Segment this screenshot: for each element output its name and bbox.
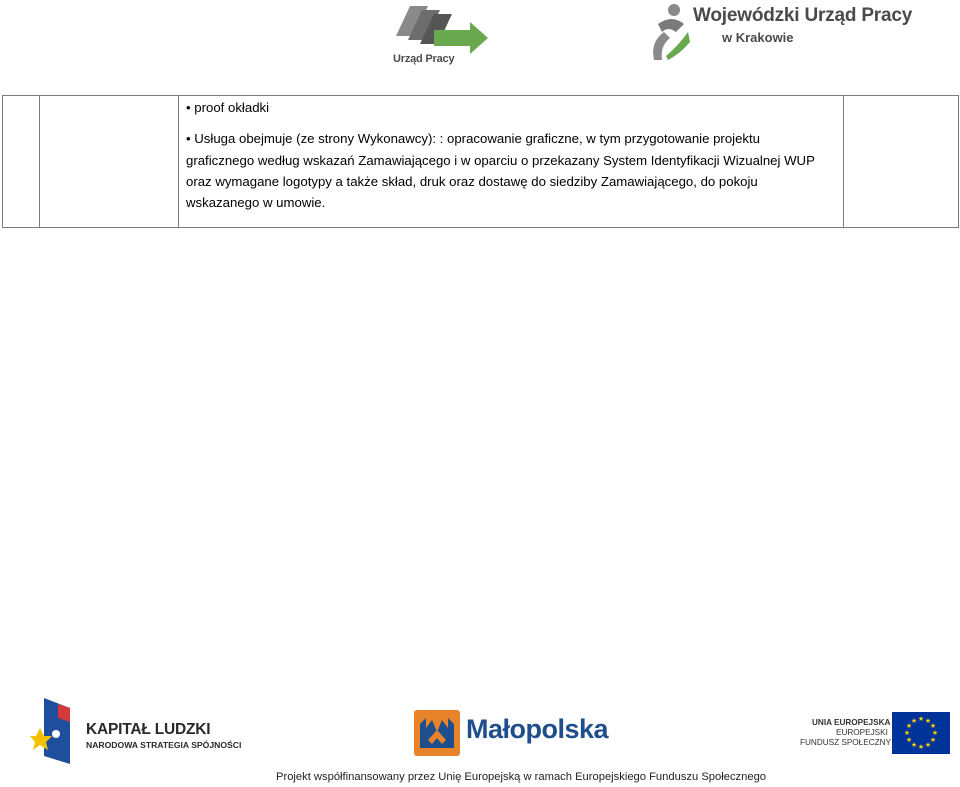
table-cell-item <box>40 96 179 228</box>
malopolska-title: Małopolska <box>466 714 609 744</box>
svg-text:★: ★ <box>905 722 913 730</box>
svg-text:★: ★ <box>931 729 939 737</box>
wup-figure-icon <box>644 2 692 62</box>
svg-text:★: ★ <box>924 717 932 725</box>
bullet-proof-okladki: • proof okładki <box>186 100 270 115</box>
eu-flag-icon <box>892 712 950 754</box>
urzad-pracy-logo <box>390 4 490 66</box>
description-line: graficznego według wskazań Zamawiającego i w oparciu o przekazany System Identyfikacji Wizualnej WUP <box>186 152 815 168</box>
svg-text:★: ★ <box>929 736 937 744</box>
kapital-ludzki-icon <box>30 698 76 766</box>
specification-table <box>2 95 959 228</box>
eu-line-1: UNIA EUROPEJSKA <box>812 718 891 727</box>
svg-text:★: ★ <box>929 722 937 730</box>
eu-line-3: FUNDUSZ SPOŁECZNY <box>800 738 891 747</box>
kapital-ludzki-subtitle: NARODOWA STRATEGIA SPÓJNOŚCI <box>86 740 242 750</box>
eu-line-2: EUROPEJSKI <box>836 728 888 737</box>
svg-text:★: ★ <box>910 741 918 749</box>
description-line: wskazanego w umowie. <box>186 195 326 211</box>
malopolska-logo <box>414 708 624 758</box>
kapital-ludzki-logo <box>30 698 240 768</box>
svg-text:★: ★ <box>905 736 913 744</box>
table-cell-description <box>179 96 844 228</box>
wup-logo <box>644 2 944 64</box>
kapital-ludzki-title: KAPITAŁ LUDZKI <box>86 721 211 738</box>
svg-text:★: ★ <box>917 743 925 751</box>
eu-efs-logo <box>796 712 956 756</box>
table-cell-notes <box>844 96 959 228</box>
footer-cofinancing-note: Projekt współfinansowany przez Unię Europejską w ramach Europejskiego Funduszu Społecznego <box>276 771 767 783</box>
svg-text:★: ★ <box>910 717 918 725</box>
wup-subtitle: w Krakowie <box>722 30 794 45</box>
description-line: • Usługa obejmuje (ze strony Wykonawcy): : opracowanie graficzne, w tym przygotowanie projektu <box>186 131 761 147</box>
svg-text:★: ★ <box>924 741 932 749</box>
svg-text:★: ★ <box>917 715 925 723</box>
malopolska-crest-icon <box>414 710 460 756</box>
urzad-pracy-arrow-icon <box>390 4 490 54</box>
wup-title: Wojewódzki Urząd Pracy <box>693 5 913 26</box>
description-line: oraz wymagane logotypy a także skład, druk oraz dostawę do siedziby Zamawiającego, do pokoju <box>186 173 758 189</box>
table-row <box>3 96 959 228</box>
svg-text:★: ★ <box>903 729 911 737</box>
table-cell-number <box>3 96 40 228</box>
urzad-pracy-caption: Urząd Pracy <box>393 53 455 65</box>
